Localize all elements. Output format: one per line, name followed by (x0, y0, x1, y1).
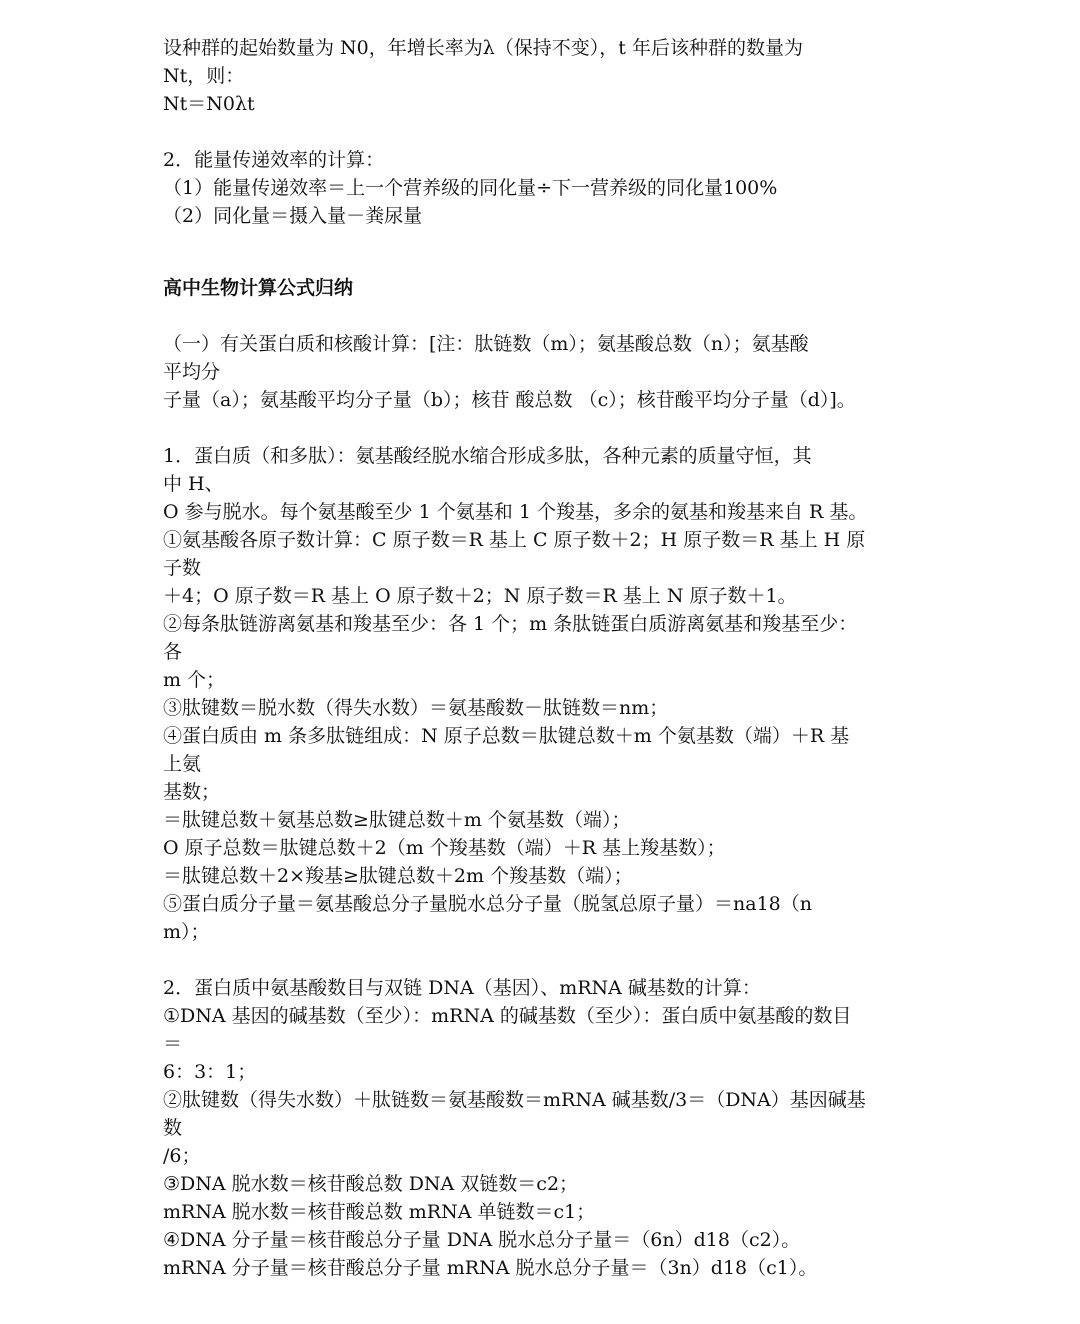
text-line: ⑤蛋白质分子量＝氨基酸总分子量脱水总分子量（脱氢总原子量）＝na18（n (163, 893, 812, 915)
text-line: O 原子总数＝肽键总数＋2（m 个羧基数（端）＋R 基上羧基数）； (163, 837, 726, 859)
text-line: 子数 (163, 557, 202, 579)
text-line: ＝肽键总数＋2×羧基≥肽键总数＋2m 个羧基数（端）； (163, 865, 633, 887)
subsection-title: 2．能量传递效率的计算： (163, 149, 385, 171)
text-line: ＝肽键总数＋氨基总数≥肽键总数＋m 个氨基数（端）； (163, 809, 631, 831)
text-line: ③肽键数＝脱水数（得失水数）＝氨基酸数－肽链数＝nm； (163, 697, 669, 719)
text-line: ①氨基酸各原子数计算：C 原子数＝R 基上 C 原子数＋2；H 原子数＝R 基上 H 原 (163, 529, 866, 551)
text-line: 设种群的起始数量为 N0，年增长率为λ（保持不变），t 年后该种群的数量为 (163, 37, 803, 59)
text-line: 子量（a）；氨基酸平均分子量（b）；核苷 酸总数 （c）；核苷酸平均分子量（d）]。 (163, 389, 856, 411)
blank-line (163, 230, 923, 258)
text-line: 6：3：1； (163, 1061, 257, 1083)
subsection-title: 2．蛋白质中氨基酸数目与双链 DNA（基因）、mRNA 碱基数的计算： (163, 977, 761, 999)
text-line: ④蛋白质由 m 条多肽链组成：N 原子总数＝肽键总数＋m 个氨基数（端）＋R 基 (163, 725, 850, 747)
text-line: ③DNA 脱水数＝核苷酸总数 DNA 双链数＝c2； (163, 1173, 579, 1195)
blank-line (163, 414, 923, 442)
formula-line: Nt＝N0λt (163, 93, 255, 115)
blank-line (163, 118, 923, 146)
text-line: ＋4；O 原子数＝R 基上 O 原子数＋2；N 原子数＝R 基上 N 原子数＋1。 (163, 585, 797, 607)
text-line: ＝ (163, 1033, 183, 1055)
text-line: mRNA 脱水数＝核苷酸总数 mRNA 单链数＝c1； (163, 1201, 596, 1223)
text-line: （1）能量传递效率＝上一个营养级的同化量÷下一营养级的同化量100% (163, 177, 778, 199)
text-line: ①DNA 基因的碱基数（至少）：mRNA 的碱基数（至少）：蛋白质中氨基酸的数目 (163, 1005, 852, 1027)
text-line: 中 H、 (163, 473, 224, 495)
subsection-title: 1．蛋白质（和多肽）：氨基酸经脱水缩合形成多肽，各种元素的质量守恒，其 (163, 445, 812, 467)
text-line: mRNA 分子量＝核苷酸总分子量 mRNA 脱水总分子量＝（3n）d18（c1）。 (163, 1257, 818, 1279)
text-line: （一）有关蛋白质和核酸计算：[注：肽链数（m）；氨基酸总数（n）；氨基酸 (163, 333, 809, 355)
text-line: /6； (163, 1145, 201, 1167)
text-line: ②肽键数（得失水数）＋肽链数＝氨基酸数＝mRNA 碱基数/3＝（DNA）基因碱基 (163, 1089, 866, 1111)
text-line: 基数； (163, 781, 221, 803)
document-page (163, 34, 923, 1282)
text-line: O 参与脱水。每个氨基酸至少 1 个氨基和 1 个羧基，多余的氨基和羧基来自 R 基。 (163, 501, 868, 523)
text-line: m 个； (163, 669, 226, 691)
text-line: Nt，则： (163, 65, 245, 87)
text-line: 各 (163, 641, 183, 663)
text-line: （2）同化量＝摄入量－粪尿量 (163, 205, 423, 227)
section-heading: 高中生物计算公式归纳 (163, 277, 354, 299)
blank-line (163, 302, 923, 330)
text-line: 平均分 (163, 361, 221, 383)
text-line: 上氨 (163, 753, 202, 775)
text-line: m）； (163, 921, 210, 943)
blank-line (163, 946, 923, 974)
text-line: ②每条肽链游离氨基和羧基至少：各 1 个；m 条肽链蛋白质游离氨基和羧基至少： (163, 613, 858, 635)
text-line: ④DNA 分子量＝核苷酸总分子量 DNA 脱水总分子量＝（6n）d18（c2）。 (163, 1229, 801, 1251)
text-line: 数 (163, 1117, 183, 1139)
